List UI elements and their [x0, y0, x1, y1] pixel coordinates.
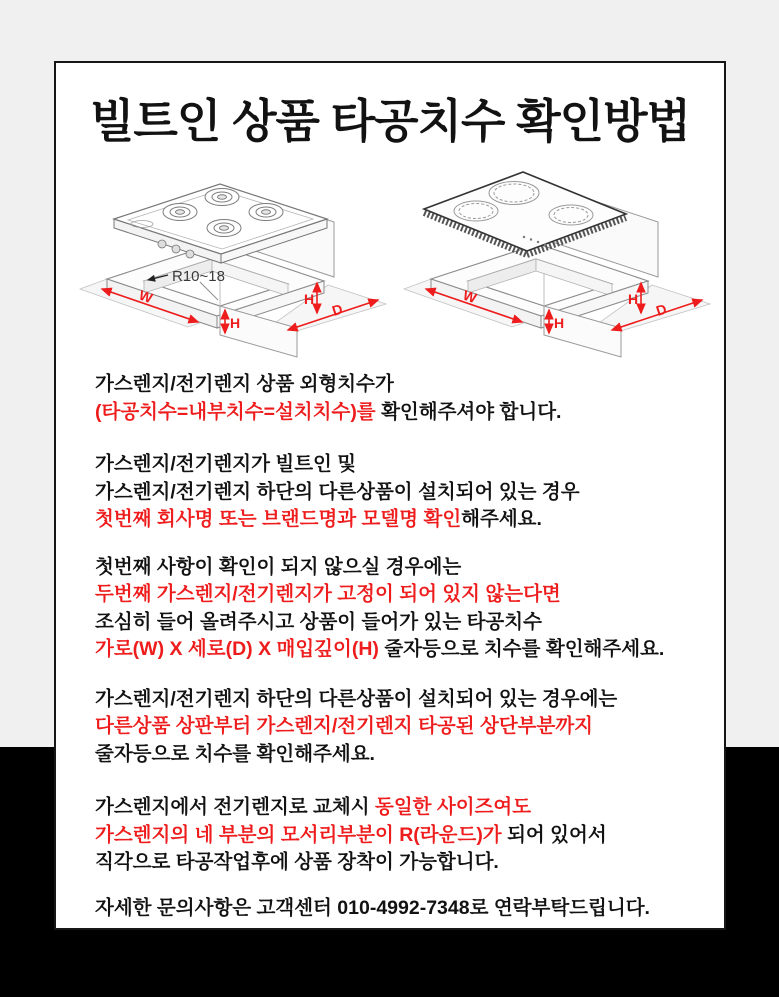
contact-text: 자세한 문의사항은 고객센터 010-4992-7348로 연락부탁드립니다.	[95, 896, 650, 919]
highlight-text: 가로(W) X 세로(D) X 매입깊이(H)	[95, 638, 379, 660]
text-line: 가스렌지의 네 부분의 모서리부분이 R(라운드)가 되어 있어서	[95, 823, 607, 846]
text-line: 가스렌지/전기렌지 상품 외형치수가	[95, 373, 394, 395]
highlight-text: 두번째 가스렌지/전기렌지가 고정이 되어 있지 않는다면	[95, 583, 561, 605]
text-line: 가스렌지/전기렌지 하단의 다른상품이 설치되어 있는 경우	[95, 480, 580, 503]
highlight-text: (타공치수=내부치수=설치치수)를	[95, 400, 376, 423]
paragraph-outer-dims	[95, 371, 695, 426]
height-label-right: H	[304, 291, 315, 307]
text-line: 가스렌지/전기렌지 하단의 다른상품이 설치되어 있는 경우에는	[95, 687, 618, 710]
paragraph-measure-cutout	[95, 554, 695, 664]
text-line	[95, 581, 695, 609]
text-line: 첫번째 사항이 확인이 되지 않으실 경우에는	[95, 555, 462, 578]
highlight-text: 동일한 사이즈여도	[374, 796, 532, 818]
height-label-front: H	[230, 315, 241, 331]
text-line: 가로(W) X 세로(D) X 매입깊이(H) 줄자등으로 치수를 확인해주세요.	[95, 638, 665, 660]
electric-range-cutout-diagram	[396, 167, 716, 367]
notice-card	[54, 61, 726, 930]
highlight-text: 다른상품 상판부터 가스렌지/전기렌지 타공된 상단부분까지	[95, 715, 594, 737]
instructions	[95, 371, 695, 922]
radius-label: R10~18	[172, 268, 225, 285]
text-line: 줄자등으로 치수를 확인해주세요.	[95, 742, 375, 765]
paragraph-round-corner	[95, 794, 695, 877]
width-label: W	[461, 286, 479, 307]
text-line	[95, 713, 695, 741]
height-label-front: H	[554, 315, 565, 331]
highlight-text: 가스렌지의 네 부분의 모서리부분이 R(라운드)가	[95, 823, 502, 846]
paragraph-lower-product	[95, 686, 695, 769]
depth-label: D	[329, 300, 345, 319]
text-line: 직각으로 타공작업후에 상품 장착이 가능합니다.	[95, 851, 499, 873]
page-title: 빌트인 상품 타공치수 확인방법	[89, 95, 690, 147]
highlight-text: 첫번째 회사명 또는 브랜드명과 모델명 확인	[95, 508, 462, 530]
text-line: 가스렌지/전기렌지가 빌트인 및	[95, 453, 357, 475]
height-label-right: H	[628, 291, 639, 307]
paragraph-check-brand	[95, 451, 695, 534]
text-line: 첫번째 회사명 또는 브랜드명과 모델명 확인해주세요.	[95, 508, 542, 530]
width-label: W	[137, 286, 155, 307]
paragraph-contact	[95, 895, 695, 923]
gas-range-cutout-diagram	[72, 167, 392, 367]
text-line: (타공치수=내부치수=설치치수)를 확인해주셔야 합니다.	[95, 400, 562, 423]
text-line	[95, 895, 695, 923]
text-line: 가스렌지에서 전기렌지로 교체시 동일한 사이즈여도	[95, 796, 532, 818]
text-line: 조심히 들어 올려주시고 상품이 들어가 있는 타공치수	[95, 610, 542, 633]
depth-label: D	[653, 300, 669, 319]
